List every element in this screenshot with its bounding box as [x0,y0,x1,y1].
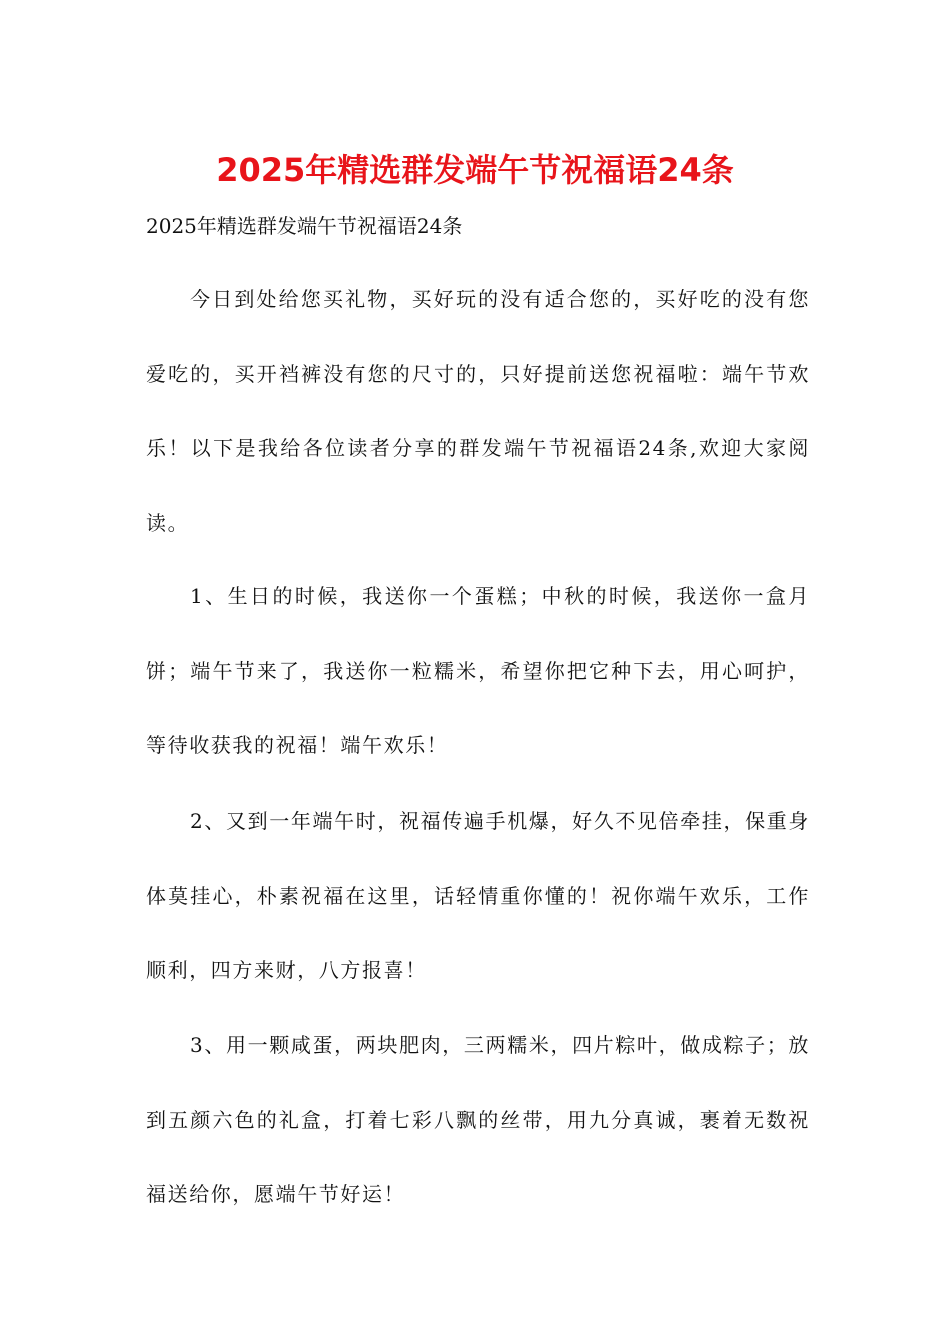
document-title: 2025年精选群发端午节祝福语24条 [216,151,734,189]
document-subtitle: 2025年精选群发端午节祝福语24条 [146,214,463,238]
intro-paragraph: 今日到处给您买礼物，买好玩的没有适合您的，买好吃的没有您爱吃的，买开裆裤没有您的尺寸的，只好提前送您祝福啦：端午节欢乐！以下是我给各位读者分享的群发端午节祝福语24条,欢迎大家阅读。 [146,287,810,535]
blessing-paragraph-1: 1、生日的时候，我送你一个蛋糕；中秋的时候，我送你一盒月饼；端午节来了，我送你一粒糯米，希望你把它种下去，用心呵护，等待收获我的祝福！端午欢乐！ [146,584,810,757]
blessing-paragraph-3: 3、用一颗咸蛋，两块肥肉，三两糯米，四片粽叶，做成粽子；放到五颜六色的礼盒，打着七彩八飘的丝带，用九分真诚，裹着无数祝福送给你，愿端午节好运！ [146,1033,810,1206]
blessing-paragraph-2: 2、又到一年端午时，祝福传遍手机爆，好久不见倍牵挂，保重身体莫挂心，朴素祝福在这里，话轻情重你懂的！祝你端午欢乐，工作顺利，四方来财，八方报喜！ [146,809,810,982]
